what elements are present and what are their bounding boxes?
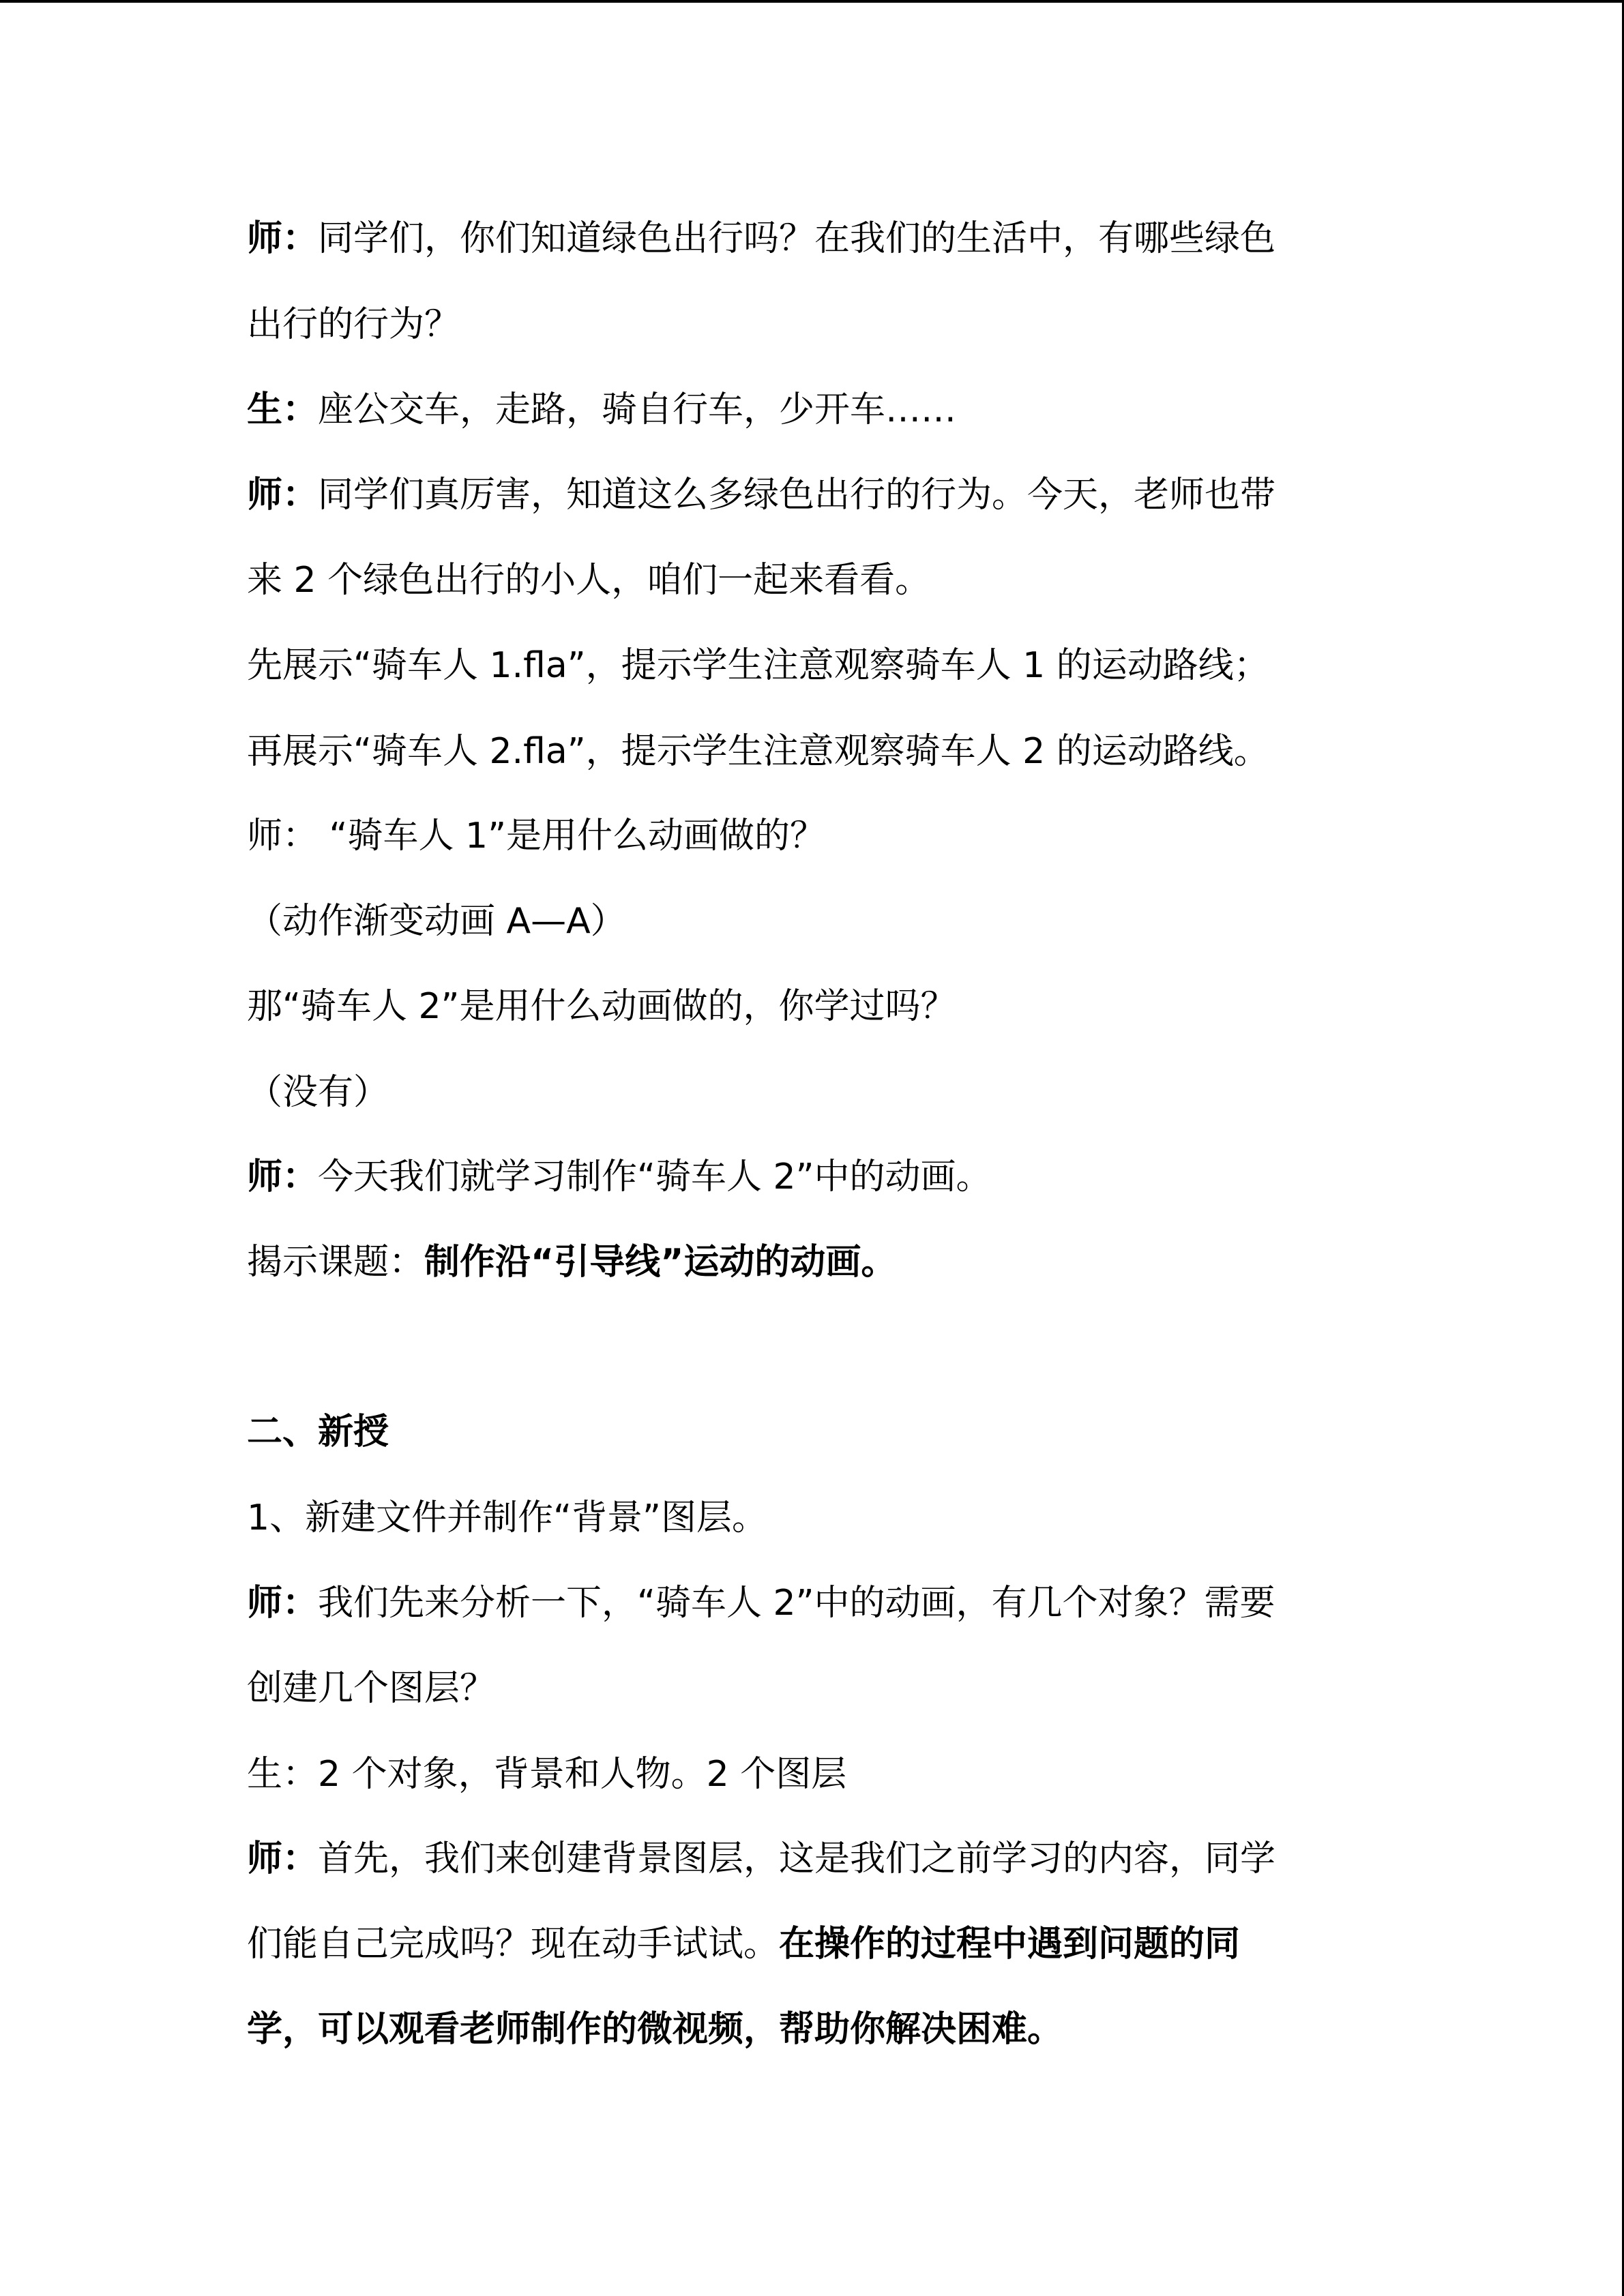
line-text: 那“骑车人 2”是用什么动画做的，你学过吗？ [247, 986, 956, 1027]
dialogue-line [247, 2008, 1063, 2051]
dialogue-line [247, 388, 956, 432]
dialogue-line [247, 1071, 389, 1114]
lesson-topic: 制作沿“引导线”运动的动画。 [424, 1242, 897, 1283]
dialogue-line [247, 985, 956, 1028]
line-text: 首先，我们来创建背景图层，这是我们之前学习的内容，同学 [318, 1838, 1276, 1879]
dialogue-line [247, 730, 1269, 773]
speaker-label: 师： [247, 1838, 319, 1879]
step-heading [247, 1496, 767, 1540]
line-text: 来 2 个绿色出行的小人，咱们一起来看看。 [247, 560, 931, 601]
dialogue-line [247, 473, 1275, 517]
line-text: 揭示课题： [247, 1242, 425, 1283]
line-text: （没有） [247, 1072, 389, 1113]
dialogue-line [247, 1837, 1275, 1881]
speaker-label: 师： [247, 218, 319, 259]
line-text: 同学们真厉害，知道这么多绿色出行的行为。今天，老师也带 [318, 475, 1276, 516]
line-text: 出行的行为？ [247, 304, 460, 345]
speaker-label: 师： [247, 475, 319, 516]
dialogue-line [247, 303, 460, 346]
dialogue-line [247, 1581, 1275, 1625]
line-text: 座公交车，走路，骑自行车，少开车…… [318, 389, 957, 430]
dialogue-line [247, 644, 1269, 687]
line-text: 先展示“骑车人 1.fla”，提示学生注意观察骑车人 1 的运动路线； [247, 645, 1269, 686]
emphasis-text: 在操作的过程中遇到问题的同 [779, 1924, 1241, 1965]
dialogue-line [247, 1667, 495, 1710]
dialogue-line [247, 1155, 992, 1199]
speaker-label: 师： [247, 1583, 319, 1624]
dialogue-line [247, 814, 825, 858]
speaker-label: 师： [247, 1157, 319, 1197]
line-text: 1、新建文件并制作“背景”图层。 [247, 1497, 767, 1538]
line-text: 今天我们就学习制作“骑车人 2”中的动画。 [318, 1157, 992, 1197]
line-text: 同学们，你们知道绿色出行吗？在我们的生活中，有哪些绿色 [318, 218, 1276, 259]
lesson-topic-line [247, 1240, 896, 1284]
line-text: 再展示“骑车人 2.fla”，提示学生注意观察骑车人 2 的运动路线。 [247, 731, 1269, 772]
dialogue-line [247, 558, 930, 602]
line-text: 生：2 个对象，背景和人物。2 个图层 [247, 1754, 847, 1795]
speaker-label: 生： [247, 389, 319, 430]
line-text: 创建几个图层？ [247, 1668, 496, 1709]
line-text: 师： “骑车人 1”是用什么动画做的？ [247, 816, 826, 856]
dialogue-line [247, 1753, 846, 1796]
line-text: 们能自己完成吗？现在动手试试。 [247, 1924, 780, 1965]
section-heading: 二、新授 [247, 1412, 389, 1452]
dialogue-line [247, 1922, 1240, 1966]
line-text: 我们先来分析一下，“骑车人 2”中的动画，有几个对象？需要 [318, 1583, 1275, 1624]
dialogue-line [247, 899, 626, 943]
line-text: （动作渐变动画 A—A） [247, 901, 626, 942]
page-top-border [0, 0, 1624, 3]
emphasis-text: 学，可以观看老师制作的微视频，帮助你解决困难。 [247, 2009, 1063, 2050]
dialogue-line [247, 217, 1275, 260]
